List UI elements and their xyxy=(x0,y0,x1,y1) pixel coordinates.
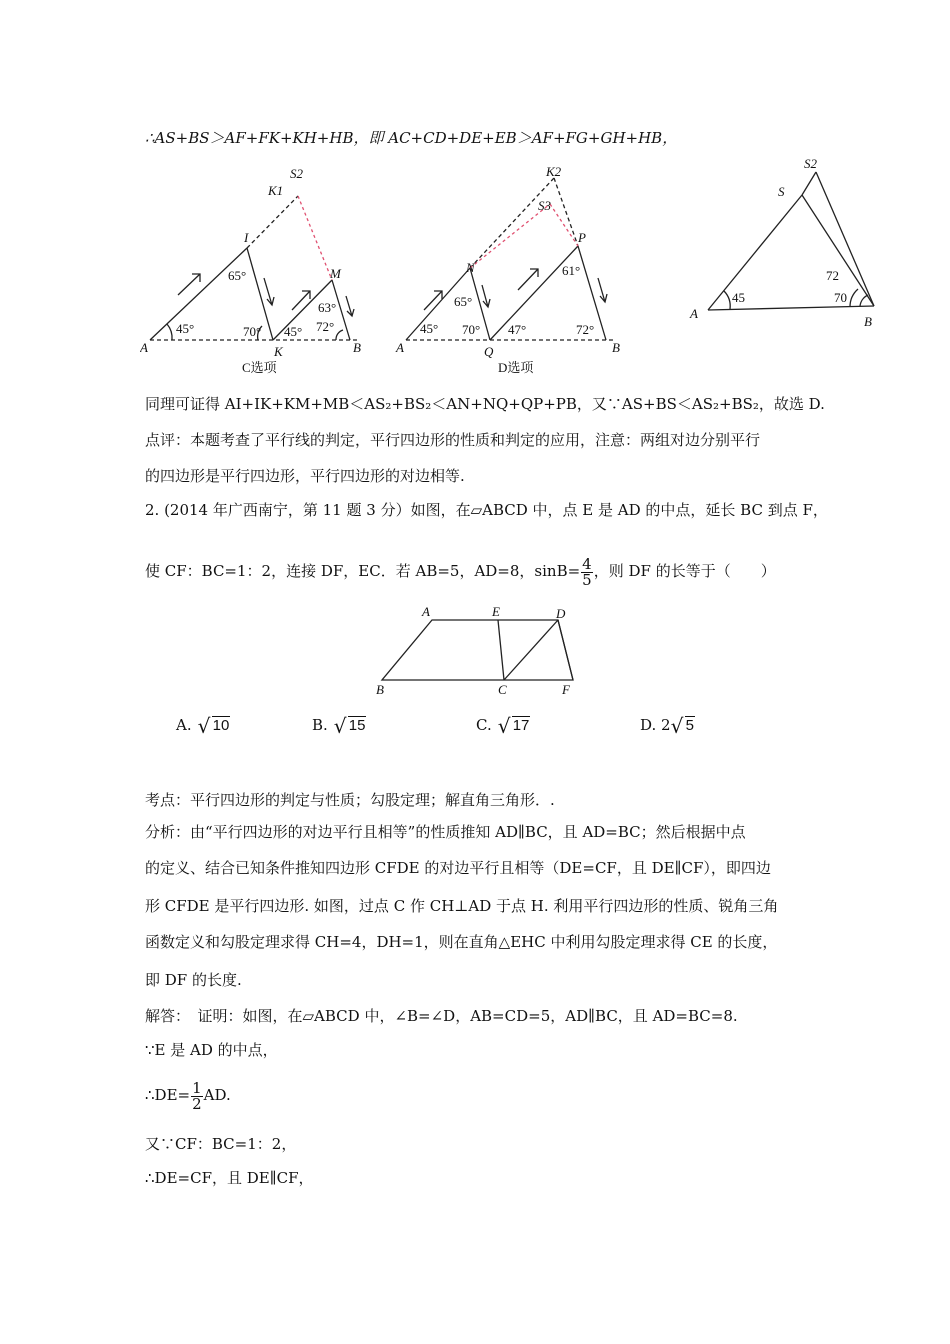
figure-triangle-s xyxy=(682,150,892,340)
option-d[interactable]: D. 2 √ 5 xyxy=(640,714,694,738)
label-P: P xyxy=(578,230,586,245)
text-line-14: ∵E 是 AD 的中点， xyxy=(145,1041,278,1059)
angle-45: 45° xyxy=(176,321,195,336)
label-S2: S2 xyxy=(290,166,303,181)
text-line-16: 又∵CF：BC=1：2， xyxy=(145,1135,297,1153)
angle-45: 45 xyxy=(732,290,745,305)
question-text-a: 使 CF：BC=1：2，连接 DF，EC．若 AB=5，AD=8，sinB= xyxy=(145,562,581,580)
angle-47: 47° xyxy=(508,322,527,337)
option-a[interactable]: A. √ 10 xyxy=(176,714,230,738)
label-N: N xyxy=(466,260,475,275)
label-K2: K2 xyxy=(546,164,562,179)
angle-70: 70° xyxy=(243,324,262,339)
angle-72: 72 xyxy=(826,268,839,283)
label-K1: K1 xyxy=(268,183,284,198)
question-text-b: ，则 DF 的长等于（ ） xyxy=(593,562,776,580)
label-B: B xyxy=(612,340,620,355)
label-Q: Q xyxy=(484,344,494,359)
caption-d: D选项 xyxy=(498,360,534,375)
figure-parallelogram xyxy=(368,600,588,700)
text-line-11: 函数定义和勾股定理求得 CH=4，DH=1，则在直角△EHC 中利用勾股定理求得 CE 的长度， xyxy=(145,933,778,951)
angle-72: 72° xyxy=(576,322,595,337)
text-line-8: 分析：由“平行四边形的对边平行且相等”的性质推知 AD∥BC，且 AD=BC；然后根据中点 xyxy=(145,823,746,841)
angle-70: 70° xyxy=(462,322,481,337)
fraction-sinB: $\frac{4}{5}$ xyxy=(582,554,592,589)
ad-text: AD. xyxy=(203,1086,231,1104)
caption-c: C选项 xyxy=(242,360,277,375)
label-S3: S3 xyxy=(538,198,551,213)
angle-63: 63° xyxy=(318,300,337,315)
label-A: A xyxy=(140,340,148,355)
text-line-13: 解答： 证明：如图，在▱ABCD 中，∠B=∠D，AB=CD=5，AD∥BC，且 AD=BC=8. xyxy=(145,1007,738,1025)
option-c[interactable]: C. √ 17 xyxy=(476,714,530,738)
figure-d-option xyxy=(392,160,632,380)
de-eq: ∴DE= xyxy=(145,1086,191,1104)
text-line-10: 形 CFDE 是平行四边形. 如图，过点 C 作 CH⊥AD 于点 H. 利用平行四边形的性质、锐角三角 xyxy=(145,897,779,915)
text-line-1: ∴AS+BS＞AF+FK+KH+HB，即 AC+CD+DE+EB＞AF+FG+GH+HB， xyxy=(145,129,678,147)
angle-65: 65° xyxy=(454,294,473,309)
fraction-half: $\frac{1}{2}$ xyxy=(192,1078,202,1113)
label-S2: S2 xyxy=(804,156,817,171)
angle-72: 72° xyxy=(316,319,335,334)
text-line-12: 即 DF 的长度. xyxy=(145,971,242,989)
angle-45: 45° xyxy=(420,321,439,336)
text-line-4: 的四边形是平行四边形，平行四边形的对边相等. xyxy=(145,467,465,485)
label-B: B xyxy=(864,314,872,329)
text-line-3: 点评：本题考查了平行线的判定，平行四边形的性质和判定的应用，注意：两组对边分别平行 xyxy=(145,431,761,449)
text-line-15 xyxy=(145,1078,231,1112)
text-line-2: 同理可证得 AI+IK+KM+MB＜AS₂+BS₂＜AN+NQ+QP+PB，又∵AS+BS＜AS₂+BS₂，故选 D. xyxy=(145,395,825,413)
label-B: B xyxy=(353,340,361,355)
label-M: M xyxy=(330,266,341,281)
label-B: B xyxy=(376,682,384,697)
angle-45b: 45° xyxy=(284,324,303,339)
text-line-7: 考点：平行四边形的判定与性质；勾股定理；解直角三角形．. xyxy=(145,791,555,809)
label-I: I xyxy=(244,230,249,245)
text-line-17: ∴DE=CF，且 DE∥CF， xyxy=(145,1169,314,1187)
angle-61: 61° xyxy=(562,263,581,278)
label-A: A xyxy=(422,604,430,619)
angle-65: 65° xyxy=(228,268,247,283)
option-b[interactable]: B. √ 15 xyxy=(312,714,366,738)
text-line-5: 2. (2014 年广西南宁，第 11 题 3 分）如图，在▱ABCD 中，点 E 是 AD 的中点，延长 BC 到点 F， xyxy=(145,501,828,519)
label-K: K xyxy=(274,344,283,359)
label-A: A xyxy=(690,306,698,321)
angle-70: 70 xyxy=(834,290,847,305)
label-D: D xyxy=(556,606,566,621)
figure-c-option xyxy=(140,160,370,380)
label-F: F xyxy=(562,682,570,697)
label-C: C xyxy=(498,682,507,697)
label-S: S xyxy=(778,184,785,199)
text-line-9: 的定义、结合已知条件推知四边形 CFDE 的对边平行且相等（DE=CF，且 DE∥CF），即四边 xyxy=(145,859,771,877)
label-E: E xyxy=(492,604,500,619)
label-A: A xyxy=(396,340,404,355)
text-line-6 xyxy=(145,554,776,588)
